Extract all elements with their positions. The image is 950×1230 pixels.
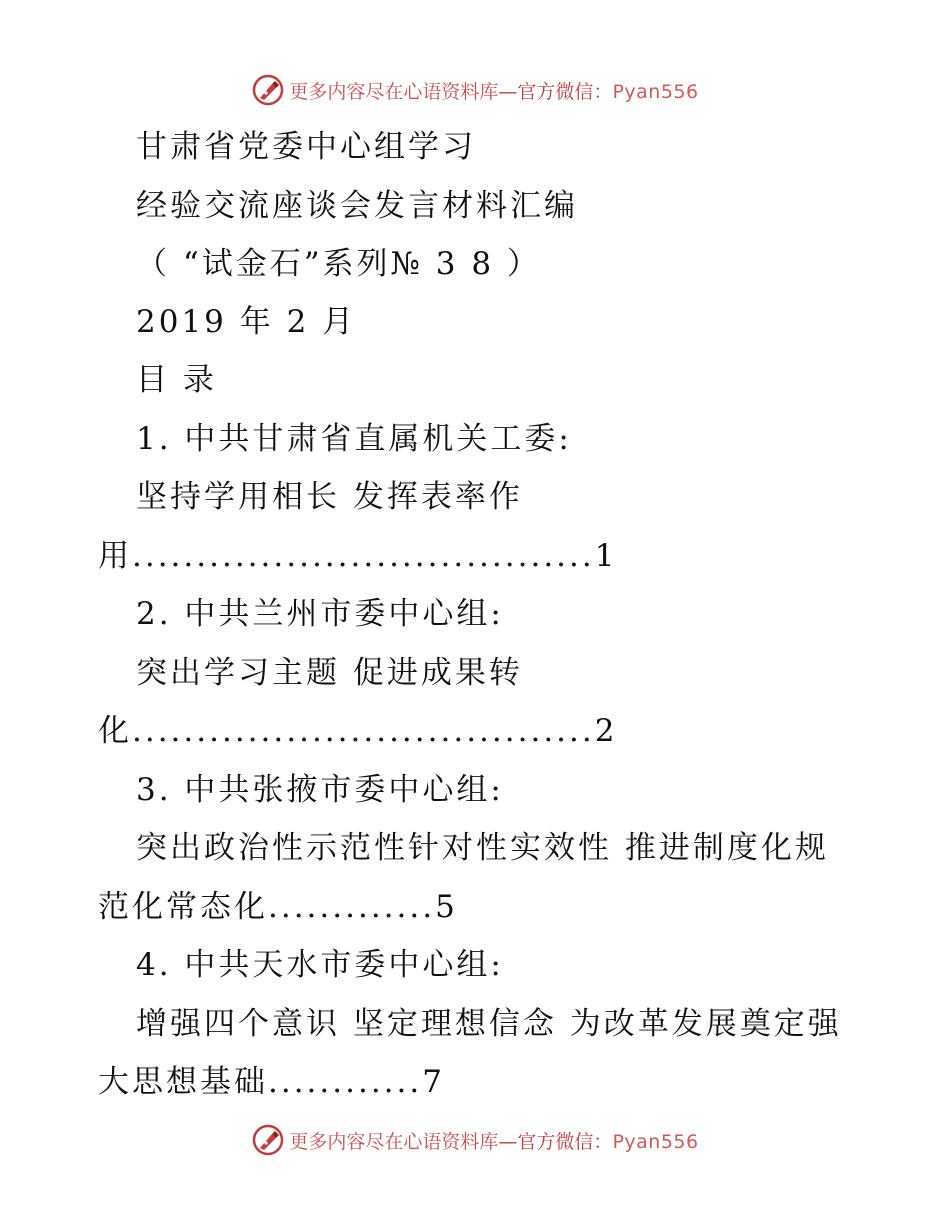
toc-entry-1-title: 坚持学用相长 发挥表率作: [136, 479, 523, 515]
toc-entry-1-tail: 用....................................1: [98, 538, 618, 574]
toc-entry-4-org: 4. 中共天水市委中心组:: [136, 947, 504, 983]
toc-entry-3-tail: 范化常态化.............5: [98, 889, 458, 925]
toc-entry-3-org: 3. 中共张掖市委中心组:: [136, 772, 504, 808]
toc-entry-4-tail: 大思想基础............7: [98, 1064, 445, 1100]
watermark-site-text: 更多内容尽在心语资料库: [289, 80, 499, 103]
doc-date: 2019 年 2 月: [136, 304, 357, 340]
watermark-wechat-id: Pyan556: [612, 80, 699, 103]
watermark-wechat-label: 官方微信：: [517, 1130, 613, 1153]
toc-entry-1-org: 1. 中共甘肃省直属机关工委:: [136, 421, 572, 457]
toc-entry-2-title: 突出学习主题 促进成果转: [136, 655, 523, 691]
pen-nib-logo-icon: [251, 73, 285, 107]
watermark-text: [289, 77, 698, 104]
watermark-banner-bottom: [0, 1120, 950, 1160]
toc-entry-4-title: 增强四个意识 坚定理想信念 为改革发展奠定强: [136, 1006, 842, 1042]
watermark-text: [289, 1127, 698, 1154]
watermark-dash: —: [498, 80, 518, 103]
toc-entry-3-title: 突出政治性示范性针对性实效性 推进制度化规: [136, 830, 829, 866]
watermark-wechat-id: Pyan556: [612, 1130, 699, 1153]
doc-series: （ “试金石”系列№ 3 8 ）: [136, 246, 541, 282]
toc-heading: 目 录: [136, 362, 217, 398]
watermark-site-text: 更多内容尽在心语资料库: [289, 1130, 499, 1153]
doc-title-line1: 甘肃省党委中心组学习: [136, 129, 476, 165]
watermark-wechat-label: 官方微信：: [517, 80, 613, 103]
doc-title-line2: 经验交流座谈会发言材料汇编: [136, 188, 578, 224]
pen-nib-logo-icon: [251, 1123, 285, 1157]
toc-entry-2-tail: 化....................................2: [98, 713, 618, 749]
toc-entry-2-org: 2. 中共兰州市委中心组:: [136, 596, 504, 632]
watermark-banner-top: [0, 70, 950, 110]
watermark-dash: —: [498, 1130, 518, 1153]
